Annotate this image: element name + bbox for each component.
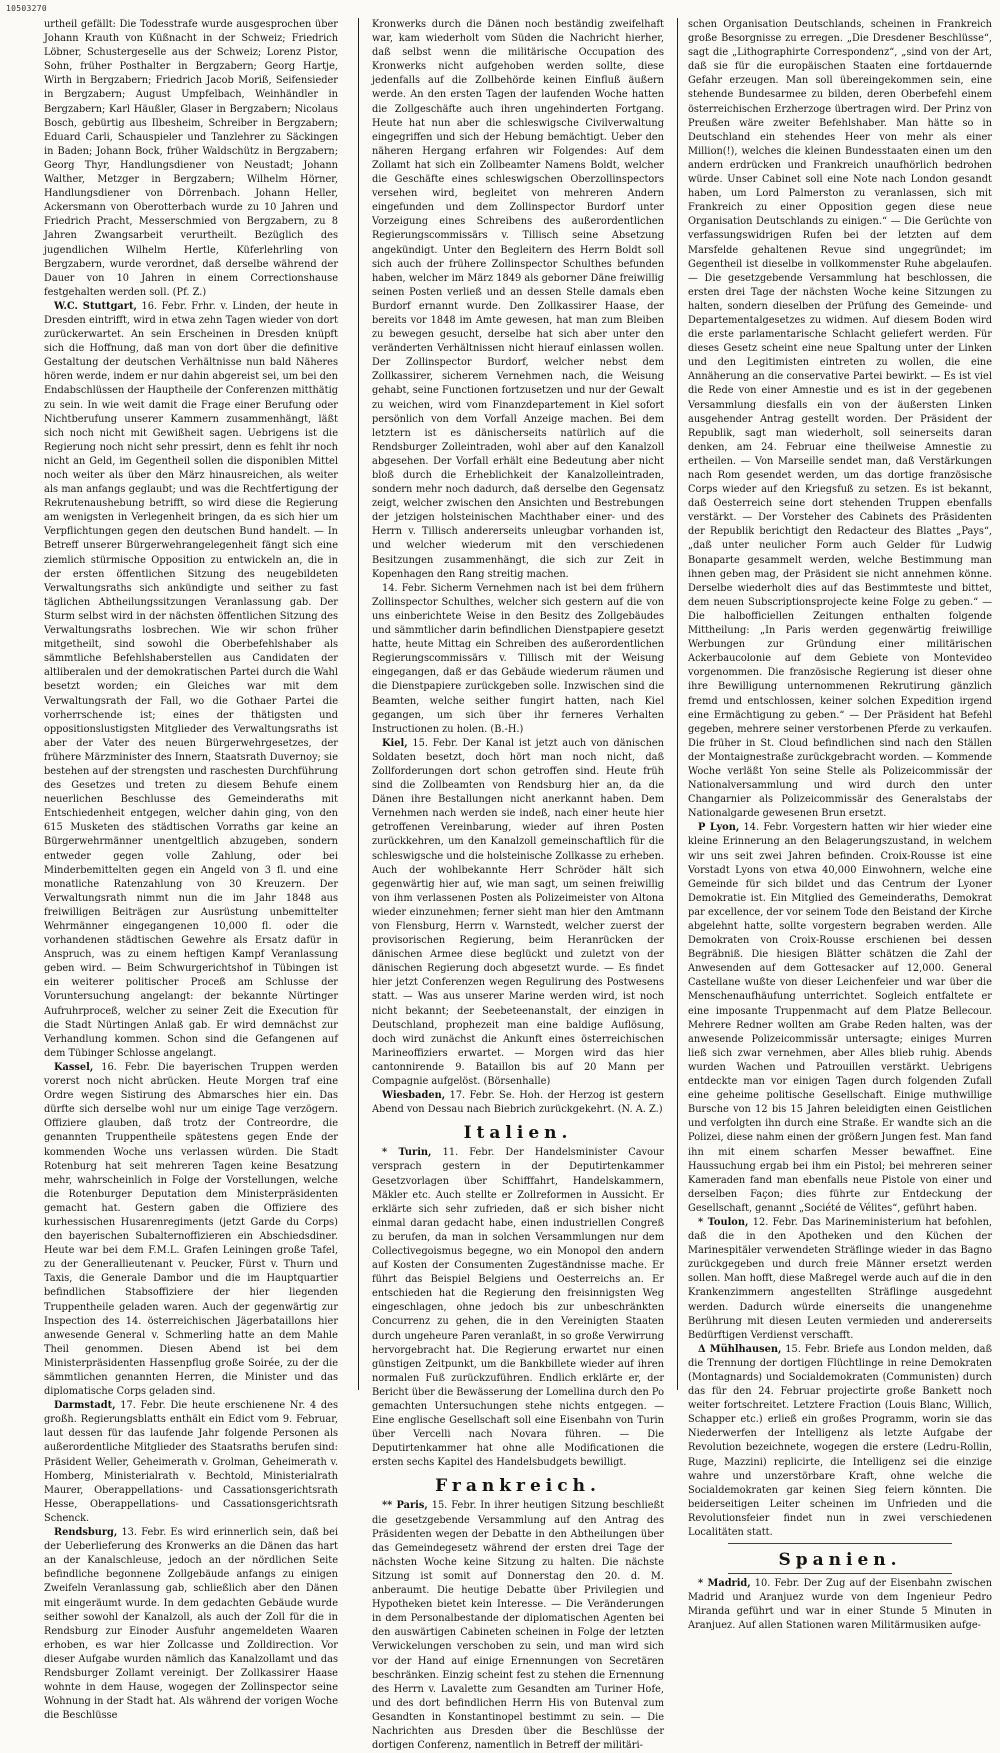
page-id-stamp: 10503270 (6, 4, 47, 13)
article-darmstadt (44, 1399, 338, 1526)
dateline: Kassel, (54, 1061, 94, 1073)
article-muehlhausen (688, 1343, 992, 1540)
dateline: * Toulon, (698, 1216, 749, 1228)
article-stuttgart (44, 300, 338, 1061)
dateline: Rendsburg, (54, 1527, 118, 1539)
article-body: 16. Febr. Frhr. v. Linden, der heute in Dresden eintrifft, wird in etwa zehn Tagen wieder von dort zurückerwartet. An sein Erscheinen in Dresden knüpft sich die Hoffnung, daß man von dort über die definitive Gestaltung der deutschen Verhältnisse nun bald Näheres hören werde, indem er nur dahin abgereist sei, um bei den Endabschlüssen der Hauptheile der Conferenzen mitthätig zu sein. In wie weit damit die Frage einer Berufung oder Nichtberufung unserer Kammern zusammenhängt, läßt sich noch nicht mit Gewißheit sagen. Uebrigens ist die Regierung noch nicht sehr pressirt, denn es fehlt ihr noch nicht an Geld, im Gegentheil sollen die disponiblen Mittel noch weiter als über den März hinausreichen, als weiter als man anfangs geglaubt; und was die Rechtfertigung der Rekrutenaushebung betrifft, so wird diese die Regierung am wenigsten in Verlegenheit bringen, da es sich hier um Verpflichtungen gegen den deutschen Bund handelt. — In Betreff unserer Bürgerwehrangelegenheit fängt sich eine ziemlich stürmische Opposition zu entwickeln an, die in der ersten öffentlichen Sitzung des neugebildeten Verwaltungsraths sich ankündigte und seither zu fast täglichen Abtheilungssitzungen Veranlassung gab. Der Sturm selbst wird in der nächsten öffentlichen Sitzung des Verwaltungsraths losbrechen. Wie wir schon früher mitgetheilt, sind sowohl die Oberbefehlshaber als sämmtliche Befehlshaberstellen aus Candidaten der altliberalen und der demokratischen Partei durch die Wahl besetzt worden; ein Gleiches war mit dem Verwaltungsrath der Fall, wo die Gothaer Partei die vorherrschende ist; eines der thätigsten und oppositionslustigsten Mitglieder des Verwaltungsraths ist aber der Vater des neuen Bürgerwehrgesetzes, der frühere Märzminister des Innern, Staatsrath Duvernoy; sie bestehen auf der strengsten und raschesten Durchführung des Gesetzes und treten zu diesem Behufe einem neuerlichen Beschlusse des Gemeinderaths mit Entschiedenheit entgegen, welcher dahin ging, von den 615 Musketen des städtischen Vorraths gar keine an Bürgerwehrmänner unentgeltlich abzugeben, sondern entweder gegen volle Zahlung, oder bei Minderbemittelten gegen ein Angeld von 3 fl. und eine monatliche Ratenzahlung von 30 Kreuzern. Der Verwaltungsrath nimmt nun die im Jahr 1848 aus freiwilligen Beiträgen zur Ausrüstung unbemittelter Wehrmänner eingegangenen 10,000 fl. oder die vorhandenen städtischen Gewehre als Ersatz dafür in Anspruch, was zu einem heftigen Kampf Veranlassung geben wird. — Beim Schwurgerichtshof in Tübingen ist ein weiterer politischer Proceß am Schlusse der Voruntersuchung angelangt: der bekannte Nürtinger Aufruhrproceß, welcher zu seiner Zeit die Execution für die Stadt Nürtingen Anlaß gab. Er wird demnächst zur Verhandlung kommen. Schon sind die Gefangenen auf dem Tübinger Schlosse angelangt. (44, 300, 338, 1059)
dateline: ** Paris, (382, 1500, 428, 1512)
article-body: 15. Febr. In ihrer heutigen Sitzung beschließt die gesetzgebende Versammlung auf den Antrag des Präsidenten wegen der Debatte in den Abtheilungen über das Gemeindegesetz während der ersten drei Tage der nächsten Woche keine Sitzung zu halten. Die nächste Sitzung ist somit auf Donnerstag den 20. d. M. anberaumt. Die heutige Debatte über Privilegien und Hypotheken bietet kein Interesse. — Die Veränderungen in dem Personalbestande der diplomatischen Agenten bei den auswärtigen Cabineten scheinen in Folge der letzten Verwickelungen verschoben zu sein, und man wird sich vor der Hand auf einige Ernennungen von Secretären beschränken. Einzig scheint fest zu stehen die Ernennung des Herrn v. Lavalette zum Gesandten am Turiner Hofe, und des dort befindlichen Herrn His von Butenval zum Gesandten in Konstantinopel bestimmt zu sein. — Die Nachrichten aus Dresden über die Beschlüsse der dortigen Conferenz, namentlich in Betreff der militäri- (372, 1500, 665, 1752)
article-body: 15. Febr. Briefe aus London melden, daß die Trennung der dortigen Flüchtlinge in reine Demokraten (Montagnards) und Socialdemokraten (Communisten) durch das für den 24. Februar projectirte große Bankett noch weiter fortschreitet. Letztere Fraction (Louis Blanc, Willich, Schapper etc.) erließ ein großes Programm, worin sie das Niederwerfen der Intelligenz als letzte Aufgabe der Revolution bezeichnete, wogegen die erstere (Ledru-Rollin, Ruge, Mazzini) replicirte, die Intelligenz sei die einzige wahre und unzerstörbare Kraft, ohne welche die Socialdemokraten gar keinen Sieg feiern könnten. Die beiderseitigen Leiter scheinen im Unfrieden und die Revolutionsfeier findet nun in zwei verschiedenen Localitäten statt. (688, 1343, 992, 1539)
article-paris (372, 1499, 664, 1753)
article-body: 17. Febr. Se. Hoh. der Herzog ist gestern Abend von Dessau nach Biebrich zurückgekehrt. (N. A. Z.) (372, 1090, 664, 1116)
article-toulon (688, 1216, 992, 1343)
article-continuation: Kronwerks durch die Dänen noch beständig zweifelhaft war, kam wiederholt vom Süden die Nachricht hierher, daß selbst wenn die militärische Occupation des Kronwerks nicht aufgehoben werden sollte, diese jedenfalls auf die Zollbehörde keinen Einfluß äußern werde. An den ersten Tagen der laufenden Woche hatten die Zollgeschäfte auch ihren ungehinderten Fortgang. Heute hat nun aber die schleswigsche Civilverwaltung eingegriffen und sich der Hebung bemächtigt. Ueber den näheren Hergang erfahren wir Folgendes: Auf dem Zollamt hat sich ein Zollbeamter Namens Boldt, welcher die Geschäfte eines schleswigschen Oberzollinspectors versehen wird, begleitet von mehreren Andern eingefunden und dem Zollinspector Burdorf unter Vorzeigung eines Schreibens des außerordentlichen Regierungscommissärs v. Tillisch seine Absetzung angekündigt. Unter den Begleitern des Herrn Boldt soll sich auch der frühere Zollinspector Schulthes befunden haben, welcher im März 1849 als geborner Däne freiwillig seinen Posten verließ und an dessen Stelle damals eben Burdorf ernannt wurde. Den Zollkassirer Haase, der bereits vor 1848 im Amte gewesen, hat man zum Bleiben zu bewegen gesucht, derselbe hat sich aber unter den veränderten Verhältnissen nicht hierauf einlassen wollen. Der Zollinspector Burdorf, welcher nebst dem Zollkassirer, sicherem Vernehmen nach, die Weisung gehabt, seine Functionen fortzusetzen und nur der Gewalt zu weichen, wird vom Finanzdepartement in Kiel sofort persönlich von dem Vorfall Anzeige machen. Bei dem letztern ist es dänischerseits natürlich auf die Rendsburger Zolleintraden, wohl aber auf den Kanalzoll abgesehen. Der Vorfall erhält eine Bedeutung aber nicht bloß durch die Erheblichkeit der Kanalzolleintraden, sondern mehr noch dadurch, daß derselbe den Gegensatz zeigt, welcher zwischen den Ansichten und Bestrebungen der jetzigen holsteinischen Machthaber einer- und des Herrn v. Tillisch andererseits unleugbar vorhanden ist, und welcher wiederum mit den verschiedenen Besitzungen zusammenhängt, die sich zur Zeit in Kopenhagen den Rang streitig machen. (372, 19, 664, 580)
article-body: 14. Febr. Vorgestern hatten wir hier wieder eine kleine Erinnerung an den Belagerungszustand, in welchem wir uns seit zwei Jahren befinden. Croix-Rousse ist eine Vorstadt Lyons von etwa 40,000 Einwohnern, welche eine Gemeinde für sich bildet und das Centrum der Lyoner Demokratie ist. Ein Mitglied des Gemeinderaths, Demokrat par excellence, der vor seinem Tode den Beistand der Kirche abgelehnt hatte, sollte vorgestern begraben werden. Alle Demokraten von Croix-Rousse erschienen bei dessen Begräbniß. Die hiesigen Blätter schätzen die Zahl der Anwesenden auf dem Gottesacker auf 12,000. General Castellane wußte von dieser Leichenfeier und war über die Menschenaufhäufung unterrichtet. Sogleich entfaltete er eine imposante Truppenmacht auf dem Platze Bellecour. Mehrere Redner wollten am Grabe Reden halten, was der anwesende Polizeicommissär untersagte; einiges Murren ließ sich zwar vernehmen, aber Alles blieb ruhig. Abends wurden Wachen und Patrouillen verstärkt. Uebrigens entdeckte man vor einigen Tagen durch folgenden Zufall eine geheime politische Gesellschaft. Einige muthwillige Bursche von 12 bis 15 Jahren beleidigten einen Geistlichen und verfolgten ihn durch eine Straße. Er wandte sich an die Polizei, diese nahm einen der größern Jungen fest. Man fand ihn mit einem scharfen Messer bewaffnet. Eine Haussuchung ergab bei ihm ein Pistol; bei mehreren seiner Kameraden fand man ebenfalls neue Pistole von einer und derselben Façon; dies führte zur Entdeckung der Gesellschaft, genannt „Société de Vélites“, geführt haben. (688, 822, 993, 1214)
newspaper-page (44, 18, 993, 1752)
article-lyon (688, 821, 992, 1216)
article-turin (372, 1146, 664, 1470)
article-rendsburg-followup: 14. Febr. Sicherm Vernehmen nach ist bei dem frühern Zollinspector Schulthes, welcher sich gestern auf die von uns einberichtete Weise in den Besitz des Zollgebäudes und sämmtlicher darin befindlichen Dienstpapiere gesetzt hatte, heute Mittag ein Schreiben des außerordentlichen Regierungscommissärs v. Tillisch mit der Weisung eingegangen, daß er das Gebäude wiederum räumen und die Dienstpapiere zurückgeben solle. Inzwischen sind die Beamten, welche seither fungirt hatten, nach Kiel gegangen, um sich über ihr ferneres Verhalten Instructionen zu holen. (B.-H.) (372, 582, 664, 735)
article-body: 12. Febr. Das Marineministerium hat befohlen, daß die in den Apotheken und den Küchen der Marinespitäler verwendeten Sträflinge wieder in das Bagno zurückgegeben und durch freie Männer ersetzt werden sollen. Man hofft, diese Maßregel werde auch auf die in den Krankenzimmern angestellten Sträflinge ausgedehnt werden. Dadurch würde einerseits die unangenehme Berührung mit diesen Leuten vermieden und andererseits Bedürftigen Verdienst verschafft. (688, 1216, 992, 1341)
article-wiesbaden (372, 1089, 664, 1117)
section-heading-spanien: Spanien. (778, 1550, 902, 1571)
article-madrid (688, 1577, 992, 1633)
dateline: Darmstadt, (54, 1400, 116, 1412)
column-rule (677, 18, 678, 1390)
article-continuation: urtheil gefällt: Die Todesstrafe wurde ausgesprochen über Johann Krauth von Küßnacht in der Schweiz; Friedrich Löbner, Schustergeselle aus der Schweiz; Lorenz Pistor, Sohn, früher Posthalter in Bergzabern; Georg Hartje, Wirth in Bergzabern; Friedrich Jacob Moriß, Seifensieder in Bergzabern; August Umpfelbach, Weinhändler in Bergzabern; Karl Häußler, Glaser in Bergzabern; Nicolaus Bosch, gebürtig aus Ilbesheim, Schreiber in Bergzabern; Eduard Carli, Schauspieler und Tanzlehrer zu Säckingen in Baden; Johann Bock, früher Waldschütz in Bergzabern; Georg Thyr, Handlungsdiener von Neustadt; Johann Walther, Metzger in Bergzabern; Wilhelm Hörner, Handlungsdiener von Dörrenbach. Johann Heller, Ackersmann von Oberotterbach wurde zu 10 Jahren und Friedrich Pracht, Messerschmied von Bergzabern, zu 8 Jahren Zwangsarbeit verurtheilt. Bezüglich des jugendlichen Wilhelm Hertle, Küferlehrling von Bergzabern, wurde verordnet, daß derselbe während der Dauer von 10 Jahren in einem Correctionshause festgehalten werden soll. (Pf. Z.) (44, 19, 338, 298)
article-body: 15. Febr. Der Kanal ist jetzt auch von dänischen Soldaten besetzt, doch hört man noch nicht, daß Zollforderungen dort schon getroffen sind. Heute früh sind die Zollbeamten von Rendsburg hier an, da die Dänen ihre Bestallungen nicht anerkannt haben. Dem Vernehmen nach werden sie indeß, nach einer heute hier getroffenen Vereinbarung, wieder auf ihren Posten zurückkehren, um den Kanalzoll gemeinschaftlich für die schleswigsche und die holsteinische Zollkasse zu erheben. Auch der wohlbekannte Herr Schröder hält sich gegenwärtig hier auf, wie man sagt, um seinen freiwillig von ihm verlassenen Posten als Polizeimeister von Altona wieder einzunehmen; ferner sieht man hier den Amtmann von Flensburg, Herrn v. Warnstedt, welcher zuerst der provisorischen Regierung, beim Heranrücken der dänischen Armee diese beglückt und zuletzt von der dänischen Regierung doch abgesetzt wurde. — Es findet hier jetzt Conferenzen wegen Regulirung des Postwesens statt. — Was aus unserer Marine werden wird, ist noch nicht bekannt; der Seebeteenanstalt, der einzigen in Deutschland, prophezeit man eine baldige Auflösung, doch wird zunächst die Ankunft eines österreichischen Marineoffiziers erwartet. — Morgen wird das hier cantonnirende 9. Bataillon bis auf 20 Mann per Compagnie aufgelöst. (Börsenhalle) (372, 737, 664, 1088)
column-1 (44, 18, 338, 1722)
section-divider (728, 1543, 952, 1544)
section-divider (728, 1573, 952, 1574)
dateline: Wiesbaden, (382, 1090, 446, 1102)
article-body: 16. Febr. Die bayerischen Truppen werden vorerst noch nicht abrücken. Heute Morgen traf eine Ordre wegen Sistirung des Abmarsches hier ein. Das dürfte sich derselbe wohl nur um einige Tage verzögern. Offiziere glauben, daß trotz der Contreordre, die genannten Truppentheile spätestens gegen Ende der kommenden Woche uns verlassen würden. Die Stadt Rotenburg hat seit mehreren Tagen keine Besatzung mehr, wahrscheinlich in Folge der Vorstellungen, welche die Rotenburger Deputation dem Ministerpräsidenten gemacht hat. Gestern gaben die Offiziere des kurhessischen Husarenregiments (jetzt Garde du Corps) den bayerischen Subalternoffizieren ein Abschiedsdiner. Heute war bei dem F.M.L. Grafen Leiningen große Tafel, zu der Generallieutenant v. Peucker, Fürst v. Thurn und Taxis, die Generale Dambor und die im Hauptquartier befindlichen Stabsoffiziere der hier liegenden Truppentheile geladen waren. Auch der gegenwärtig zur Inspection des 14. österreichischen Jägerbataillons hier anwesende General v. Schmerling hatte an dem Mahle Theil genommen. Diesen Abend ist bei dem Ministerpräsidenten Hassenpflug große Soirée, zu der die sämmtlichen genannten Herren, die Minister und das diplomatische Corps geladen sind. (44, 1061, 338, 1398)
dateline: Kiel, (382, 737, 408, 749)
article-kiel (372, 737, 664, 1089)
article-body: 13. Febr. Es wird erinnerlich sein, daß bei der Ueberlieferung des Kronwerks an die Dänen das hart an der Kanalschleuse, jedoch an der nördlichen Seite befindliche begonnene Zollgebäude anfangs zu einigen Zweifeln Veranlassung gab, schließlich aber den Dänen mit eingeräumt wurde. In dem gedachten Gebäude wurde seither sowohl der Kanalzoll, als auch der Zoll für die in Rendsburg zur Einoder Ausfuhr angemeldeten Waaren erhoben, es war hier Zollcasse und Zolldirection. Vor dieser Aufgabe wurden nämlich das Kanalzollamt und das Rendsburger Zollamt vereinigt. Der Zollkassirer Haase wohnte in dem Hause, wogegen der Zollinspector seine Wohnung in der Stadt hat. Als während der vorigen Woche die Beschlüsse (44, 1527, 338, 1722)
article-rendsburg (44, 1526, 338, 1723)
section-heading-frankreich: Frankreich. (435, 1476, 601, 1497)
section-heading-italien: Italien. (463, 1123, 573, 1144)
column-3 (688, 18, 993, 1632)
article-body: 11. Febr. Der Handelsminister Cavour versprach gestern in der Deputirtenkammer Gesetzvorlagen über Schifffahrt, Handelskammern, Mäkler etc. Auch stellte er Zollreformen in Aussicht. Er erklärte sich sehr zufrieden, daß er sich bisher nicht einmal daran gedacht habe, einen industriellen Congreß zu berufen, da man in solchen Versammlungen nur dem Collectivegoismus begegne, wo ein Monopol den andern auf Kosten der Consumenten Zugeständnisse mache. Er führt das Beispiel Belgiens und Oesterreichs an. Er entschieden hat die Regierung den freisinnigsten Weg eingeschlagen, ohne jedoch bis zur unbeschränkten Concurrenz zu gehen, die in den Vereinigten Staaten durch ungeheure Paren veranlaßt, in so große Verwirrung hervorgebracht hat. Die Regierung erwartet nur einen günstigen Zeitpunkt, um die Bankbillete wieder auf ihren normalen Fuß zurückzuführen. Endlich erklärte er, der Bericht über die Bewässerung der Lomellina durch den Po gemachten Untersuchungen stehe nichts entgegen. — Eine englische Gesellschaft soll eine Eisenbahn von Turin über Vercelli nach Novara führen. — Die Deputirtenkammer hat ohne alle Modificationen die ersten sechs Kapitel des Handelsbudgets bewilligt. (372, 1147, 664, 1469)
article-body: 10. Febr. Der Zug auf der Eisenbahn zwischen Madrid und Aranjuez wurde von dem Ingenieur Pedro Miranda geführt und war in einer Stunde 5 Minuten in Aranjuez. Auf allen Stationen waren Militärmusiken aufge- (688, 1578, 992, 1632)
dateline: * Madrid, (698, 1578, 751, 1590)
article-body: 17. Febr. Die heute erschienene Nr. 4 des großh. Regierungsblatts enthält ein Edict vom 9. Februar, laut dessen für das laufende Jahr folgende Personen als außerordentliche Mitglieder des Staatsraths berufen sind: Präsident Weller, Geheimerath v. Grolman, Geheimerath v. Homberg, Ministerialrath v. Bechtold, Ministerialrath Maurer, Oberappellations- und Cassationsgerichtsrath Hesse, Oberappellations- und Cassationsgerichtsrath Schenck. (44, 1400, 338, 1524)
column-rule (358, 18, 359, 1390)
article-kassel (44, 1061, 338, 1399)
dateline: * Turin, (382, 1147, 432, 1159)
dateline: P Lyon, (698, 822, 740, 834)
dateline: W.C. Stuttgart, (54, 300, 137, 312)
column-2 (372, 18, 665, 1752)
article-continuation: schen Organisation Deutschlands, scheinen in Frankreich große Besorgnisse zu erregen. „Die Dresdener Beschlüsse“, sagt die „Lithographirte Correspondenz“, „sind von der Art, daß sie für die europäischen Staaten eine fortdauernde Gefahr erzeugen. Man soll übereingekommen sein, eine stehende Bundesarmee zu bilden, deren Oberbefehl einem österreichischen Erzherzoge übertragen wird. Der Prinz von Preußen wäre zweiter Befehlshaber. Man hätte so in Deutschland ein stehendes Heer von mehr als einer Million(!), welches die kleinen Bundesstaaten einen um den andern erdrücken und Frankreich unaufhörlich bedrohen würde. Unser Cabinet soll eine Note nach London gesandt haben, um Lord Palmerston zu veranlassen, sich mit Frankreich zu einer Opposition gegen diese neue Organisation Deutschlands zu einigen.“ — Die Gerüchte von verfassungswidrigen Rufen bei der letzten auf dem Marsfelde gehaltenen Revue sind ungegründet; im Gegentheil ist dieselbe in vollkommenster Ruhe abgelaufen. — Die gesetzgebende Versammlung hat beschlossen, die ersten drei Tage der nächsten Woche keine Sitzungen zu halten, sondern dieselben der Prüfung des Gemeinde- und Departementalgesetzes zu widmen. Auf diesem Boden wird die erste parlamentarische Schlacht geliefert werden. Für dieses Gesetz scheint eine neue Spaltung unter der Linken und den Legitimisten eintreten zu wollen, die eine Annäherung an die conservative Partei bewirkt. — Es ist viel die Rede von einer Amnestie und es ist in der gegebenen Versammlung diesfalls ein von der äußersten Linken ausgehender Antrag gestellt worden. Der Präsident der Republik, sagt man wiederholt, soll seinerseits daran denken, am 24. Februar eine theilweise Amnestie zu ertheilen. — Von Marseille sendet man, daß Verstärkungen nach Rom gesendet werden, um das dortige französische Corps wieder auf den Kriegsfuß zu setzen. Es ist bekannt, daß Oesterreich seine dort stehenden Truppen ebenfalls verstärkt. — Der Vorsteher des Cabinets des Präsidenten der Republik berichtigt den Redacteur des Blattes „Pays“, „daß unter neulicher Form auch Gelder für Ludwig Bonaparte gesammelt werden, welche Bestimmung man ihnen geben mag, der Präsident sie nicht annehmen könne. Derselbe wiederholt dies auf das Bestimmteste und bittet, dem neuen Subscriptionsprojecte keine Folge zu geben.“ — Die halbofficiellen Zeitungen enthalten folgende Mittheilung: „In Paris werden gegenwärtig freiwillige Werbungen zur Gründung einer militärischen Ackerbaucolonie auf dem Gebiete von Montevideo vorgenommen. Die französische Regierung ist dieser ohne ihre Bewilligung unternommenen Rekrutirung gänzlich fremd und entschlossen, keiner solchen Expedition irgend eine Ermächtigung zu geben.“ — Der Präsident hat Befehl gegeben, mehrere seiner verstorbenen Pferde zu verkaufen. Die früher in St. Cloud befindlichen sind nach den Ställen der Montaignestraße zurückgebracht worden. — Kommende Woche verläßt Yon seine Stelle als Polizeicommissär der Nationalversammlung und wird durch den unter Changarnier als Polizeicommissär des Generalstabs der Nationalgarde gewesenen Brun ersetzt. (688, 19, 992, 820)
dateline: Δ Mühlhausen, (698, 1343, 782, 1355)
